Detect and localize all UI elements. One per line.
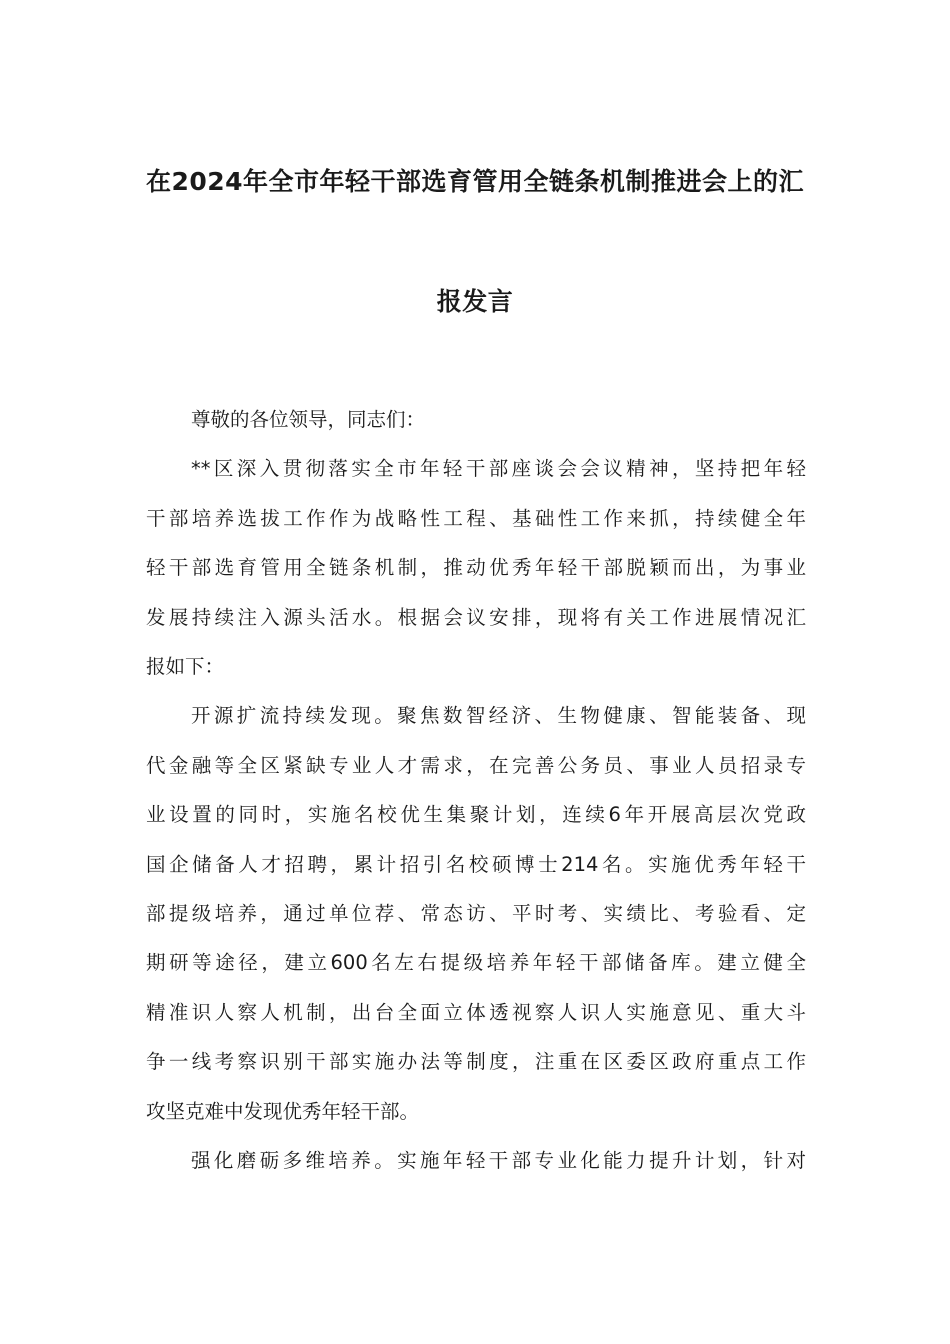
- paragraph-training: [146, 1136, 806, 1185]
- salutation: 尊敬的各位领导，同志们：: [191, 408, 426, 431]
- paragraph-line: 争一线考察识别干部实施办法等制度，注重在区委区政府重点工作: [146, 1050, 806, 1074]
- document-body: [146, 395, 806, 1186]
- paragraph-line: 轻干部选育管用全链条机制，推动优秀年轻干部脱颖而出，为事业: [146, 556, 806, 580]
- paragraph-line: 期研等途径，建立600名左右提级培养年轻干部储备库。建立健全: [146, 951, 806, 975]
- paragraph-line: 国企储备人才招聘，累计招引名校硕博士214名。实施优秀年轻干: [146, 852, 806, 876]
- paragraph-line: 开源扩流持续发现。聚焦数智经济、生物健康、智能装备、现: [191, 704, 806, 728]
- paragraph-intro: [146, 444, 806, 691]
- paragraph-line: 强化磨砺多维培养。实施年轻干部专业化能力提升计划，针对: [191, 1149, 806, 1173]
- paragraph-line: 精准识人察人机制，出台全面立体透视察人识人实施意见、重大斗: [146, 1000, 806, 1024]
- paragraph-line: 代金融等全区紧缺专业人才需求，在完善公务员、事业人员招录专: [146, 753, 806, 777]
- document-title-line-2: 报发言: [436, 287, 514, 316]
- paragraph-line: 业设置的同时，实施名校优生集聚计划，连续6年开展高层次党政: [146, 803, 806, 827]
- paragraph-line: 部提级培养，通过单位荐、常态访、平时考、实绩比、考验看、定: [146, 902, 806, 926]
- paragraph-line: 发展持续注入源头活水。根据会议安排，现将有关工作进展情况汇: [146, 605, 806, 629]
- paragraph-line: 干部培养选拔工作作为战略性工程、基础性工作来抓，持续健全年: [146, 506, 806, 530]
- document-title-line-1: 在2024年全市年轻干部选育管用全链条机制推进会上的汇: [145, 167, 805, 196]
- paragraph-line: 攻坚克难中发现优秀年轻干部。: [146, 1099, 420, 1123]
- paragraph-discovery: [146, 691, 806, 1136]
- paragraph-line: 报如下：: [146, 655, 225, 679]
- paragraph-line: **区深入贯彻落实全市年轻干部座谈会会议精神，坚持把年轻: [191, 457, 806, 481]
